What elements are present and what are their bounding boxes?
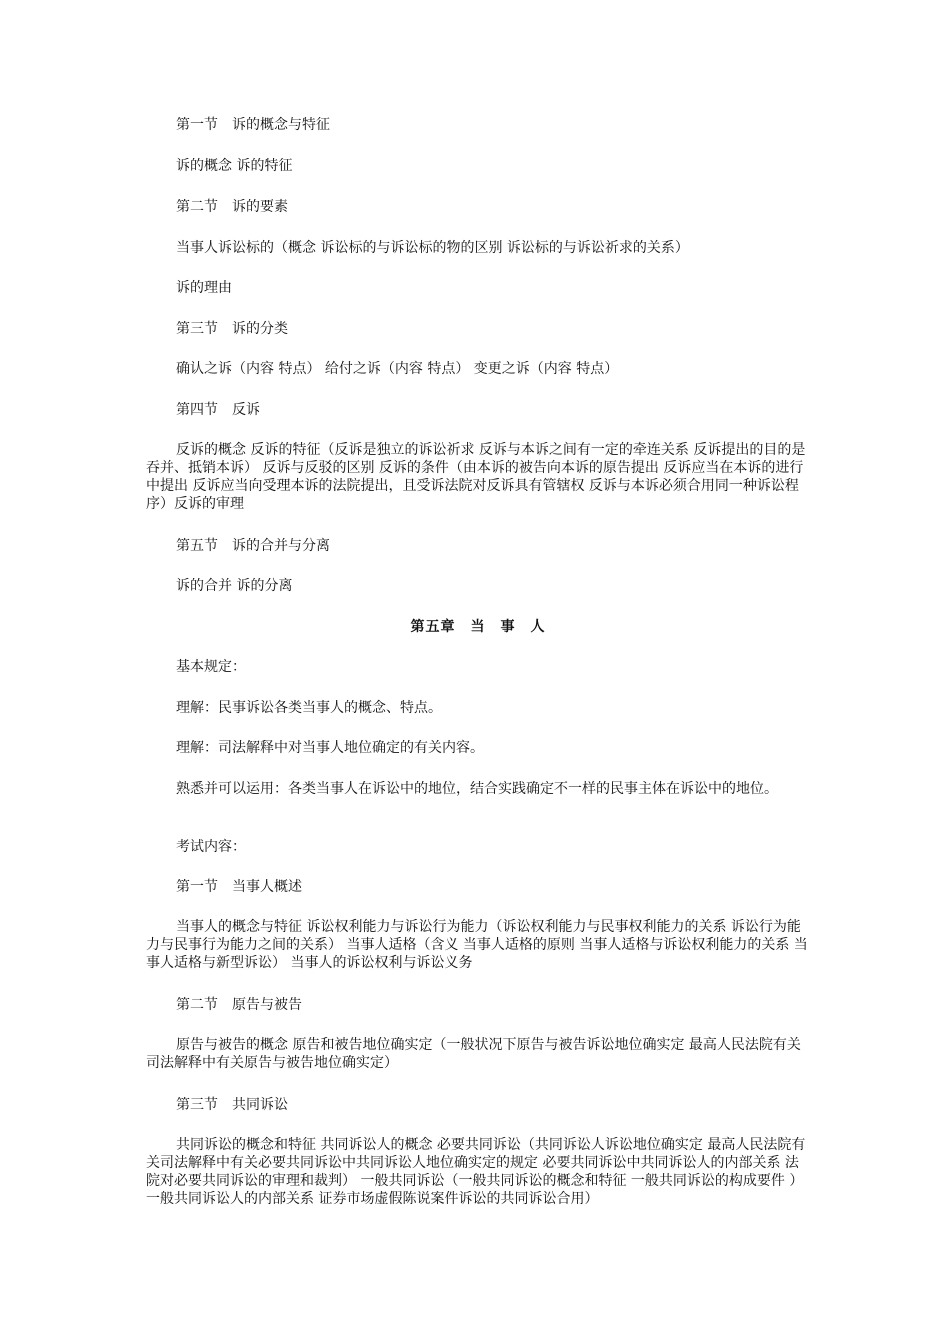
section-heading: 第三节 诉的分类 [176, 321, 288, 337]
section-heading: 第三节 共同诉讼 [176, 1097, 288, 1113]
paragraph: 基本规定： [176, 659, 246, 675]
section-heading: 第一节 诉的概念与特征 [176, 117, 330, 133]
paragraph: 诉的概念 诉的特征 [176, 158, 293, 174]
section-heading: 第二节 原告与被告 [176, 997, 302, 1013]
paragraph: 熟悉并可以运用：各类当事人在诉讼中的地位，结合实践确定不一样的民事主体在诉讼中的地位。 [176, 781, 778, 797]
section-heading: 第二节 诉的要素 [176, 199, 288, 215]
section-heading: 第四节 反诉 [176, 402, 260, 418]
paragraph: 理解：司法解释中对当事人地位确定的有关内容。 [176, 740, 484, 756]
section-heading: 第一节 当事人概述 [176, 879, 302, 895]
paragraph: 确认之诉（内容 特点） 给付之诉（内容 特点） 变更之诉（内容 特点） [176, 361, 619, 377]
paragraph: 考试内容： [176, 839, 246, 855]
paragraph: 当事人的概念与特征 诉讼权利能力与诉讼行为能力（诉讼权利能力与民事权利能力的关系 诉讼行为能力与民事行为能力之间的关系） 当事人适格（含义 当事人适格的原则 当事人适格与诉讼权利能力的关系 当事人适格与新型诉讼） 当事人的诉讼权利与诉讼义务 [146, 919, 808, 971]
paragraph: 共同诉讼的概念和特征 共同诉讼人的概念 必要共同诉讼（共同诉讼人诉讼地位确实定 最高人民法院有关司法解释中有关必要共同诉讼中共同诉讼人地位确实定的规定 必要共同诉讼中共同诉讼人的内部关系 法院对必要共同诉讼的审理和裁判） 一般共同诉讼（一般共同诉讼的概念和特征 一般共同诉讼的构成要件 ） 一般共同诉讼人的内部关系 证券市场虚假陈说案件诉讼的共同诉讼合用） [146, 1137, 806, 1207]
paragraph: 原告与被告的概念 原告和被告地位确实定（一般状况下原告与被告诉讼地位确实定 最高人民法院有关司法解释中有关原告与被告地位确实定） [146, 1037, 801, 1071]
paragraph: 理解：民事诉讼各类当事人的概念、特点。 [176, 700, 442, 716]
chapter-title: 第五章 当 事 人 [410, 619, 546, 635]
paragraph: 诉的合并 诉的分离 [176, 578, 293, 594]
section-heading: 第五节 诉的合并与分离 [176, 538, 330, 554]
paragraph: 当事人诉讼标的（概念 诉讼标的与诉讼标的物的区别 诉讼标的与诉讼祈求的关系） [176, 240, 689, 256]
paragraph: 反诉的概念 反诉的特征（反诉是独立的诉讼祈求 反诉与本诉之间有一定的牵连关系 反诉提出的目的是吞并、抵销本诉） 反诉与反驳的区别 反诉的条件（由本诉的被告向本诉的原告提出 反诉应当在本诉的进行中提出 反诉应当向受理本诉的法院提出，且受诉法院对反诉具有管辖权 反诉与本诉必须合用同一种诉讼程序）反诉的审理 [146, 442, 806, 512]
paragraph: 诉的理由 [176, 280, 232, 296]
